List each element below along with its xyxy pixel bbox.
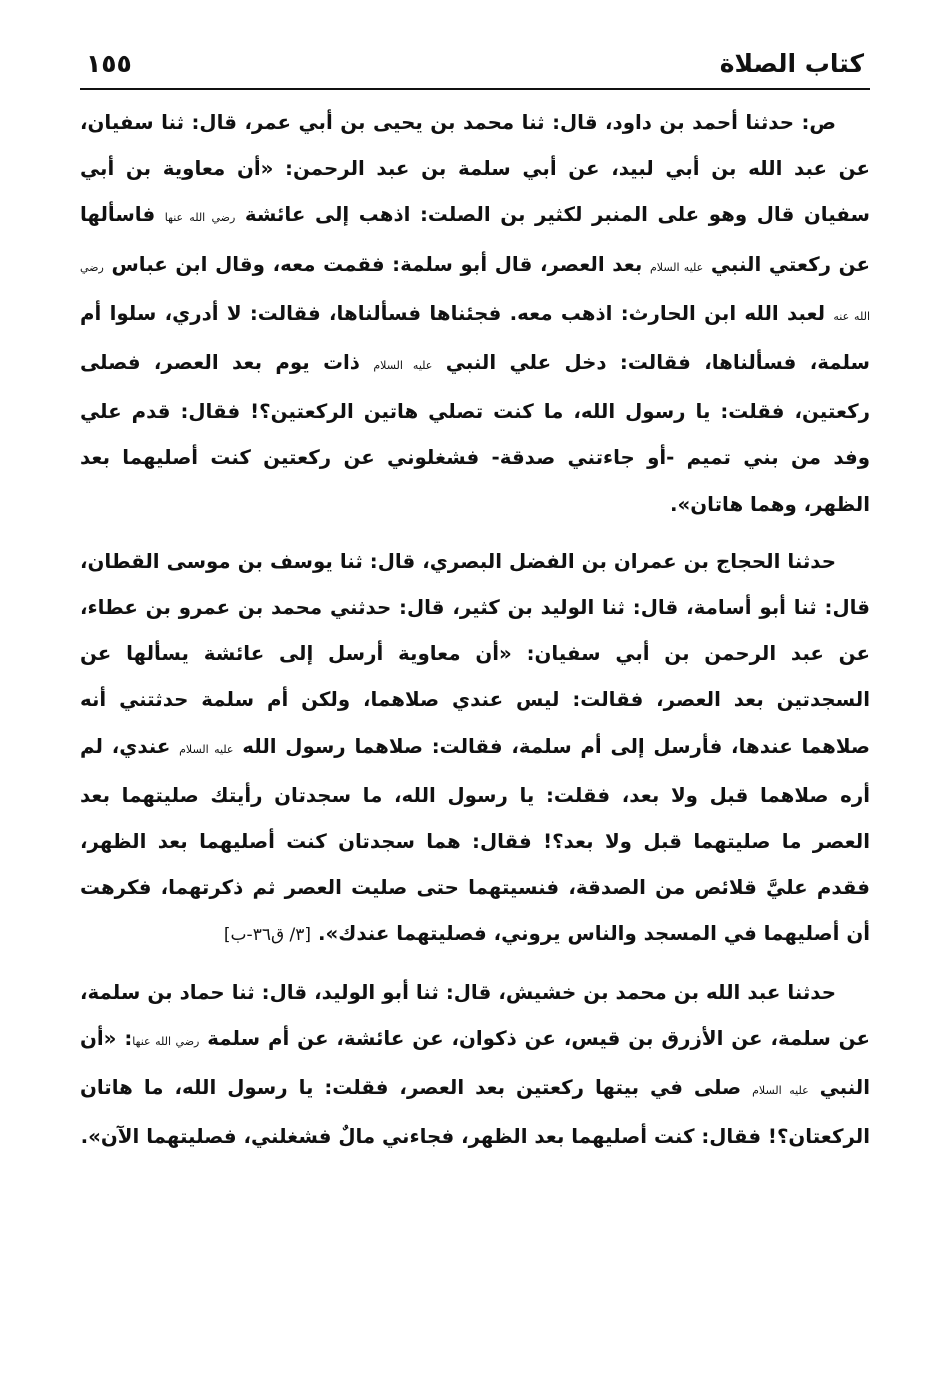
page-body bbox=[80, 100, 870, 1160]
page-number: ١٥٥ bbox=[86, 49, 132, 78]
page-header bbox=[80, 28, 870, 76]
honorific-mark: عليه السلام bbox=[752, 1084, 809, 1098]
honorific-mark: عليه السلام bbox=[649, 260, 704, 274]
chapter-title: كتاب الصلاة bbox=[719, 49, 864, 78]
honorific-mark: رضي الله عنها bbox=[132, 1034, 200, 1048]
honorific-mark: عليه السلام bbox=[373, 359, 433, 373]
honorific-mark: رضي الله عنها bbox=[164, 211, 236, 225]
honorific-mark: رضي الله عنه bbox=[80, 260, 871, 323]
paragraph-3: حدثنا عبد الله بن محمد بن خشيش، قال: ثنا أبو الوليد، قال: ثنا حماد بن سلمة، عن سلمة، عن الأزرق بن قيس، عن ذكوان، عن عائشة، عن أم سلمة رضي الله عنها: «أن النبي عليه السلام صلى في بيتها ركعتين بعد العصر، فقلت: يا رسول الله، ما هاتان الركعتان؟! فقال: كنت أصليهما بعد الظهر، فجاءني مالٌ فشغلني، فصليتهما الآن». bbox=[80, 980, 870, 1149]
paragraph-1: ص: حدثنا أحمد بن داود، قال: ثنا محمد بن يحيى بن أبي عمر، قال: ثنا سفيان، عن عبد الله بن أبي لبيد، عن أبي سلمة بن عبد الرحمن: «أن معاوية بن أبي سفيان قال وهو على المنبر لكثير بن الصلت: اذهب إلى عائشة رضي الله عنها فاسألها عن ركعتي النبي عليه السلام بعد العصر، قال أبو سلمة: فقمت معه، وقال ابن عباس رضي الله عنه لعبد الله ابن الحارث: اذهب معه. فجئناها فسألناها، فقالت: لا أدري، سلوا أم سلمة، فسألناها، فقالت: دخل علي النبي عليه السلام ذات يوم بعد العصر، فصلى ركعتين، فقلت: يا رسول الله، ما كنت تصلي هاتين الركعتين؟! فقال: قدم علي وفد من بني تميم -أو جاءتني صدقة- فشغلوني عن ركعتين كنت أصليهما بعد الظهر، وهما هاتان». bbox=[80, 111, 871, 516]
header-divider bbox=[80, 88, 870, 90]
book-page bbox=[80, 28, 870, 1381]
manuscript-reference: [٣/ ق٣٦-ب] bbox=[223, 925, 312, 946]
honorific-mark: عليه السلام bbox=[179, 742, 234, 756]
paragraph-2: حدثنا الحجاج بن عمران بن الفضل البصري، قال: ثنا يوسف بن موسى القطان، قال: ثنا أبو أسامة، قال: ثنا الوليد بن كثير، قال: حدثني محمد بن عمرو بن عطاء، عن عبد الرحمن بن أبي سفيان: «أن معاوية أرسل إلى عائشة يسألها عن السجدتين بعد العصر، فقالت: ليس عندي صلاهما، ولكن أم سلمة حدثتني أنه صلاهما عندها، فأرسل إلى أم سلمة، فقالت: صلاهما رسول الله عليه السلام عندي، لم أره صلاهما قبل ولا بعد، فقلت: يا رسول الله، ما سجدتان رأيتك صليتهما بعد العصر ما صليتهما قبل ولا بعد؟! فقال: هما سجدتان كنت أصليهما بعد الظهر، فقدم عليَّ قلائص من الصدقة، فنسيتهما حتى صليت العصر ثم ذكرتهما، فكرهت أن أصليهما في المسجد والناس يروني، فصليتهما عندك». [٣/ ق٣٦-ب] bbox=[80, 549, 871, 946]
